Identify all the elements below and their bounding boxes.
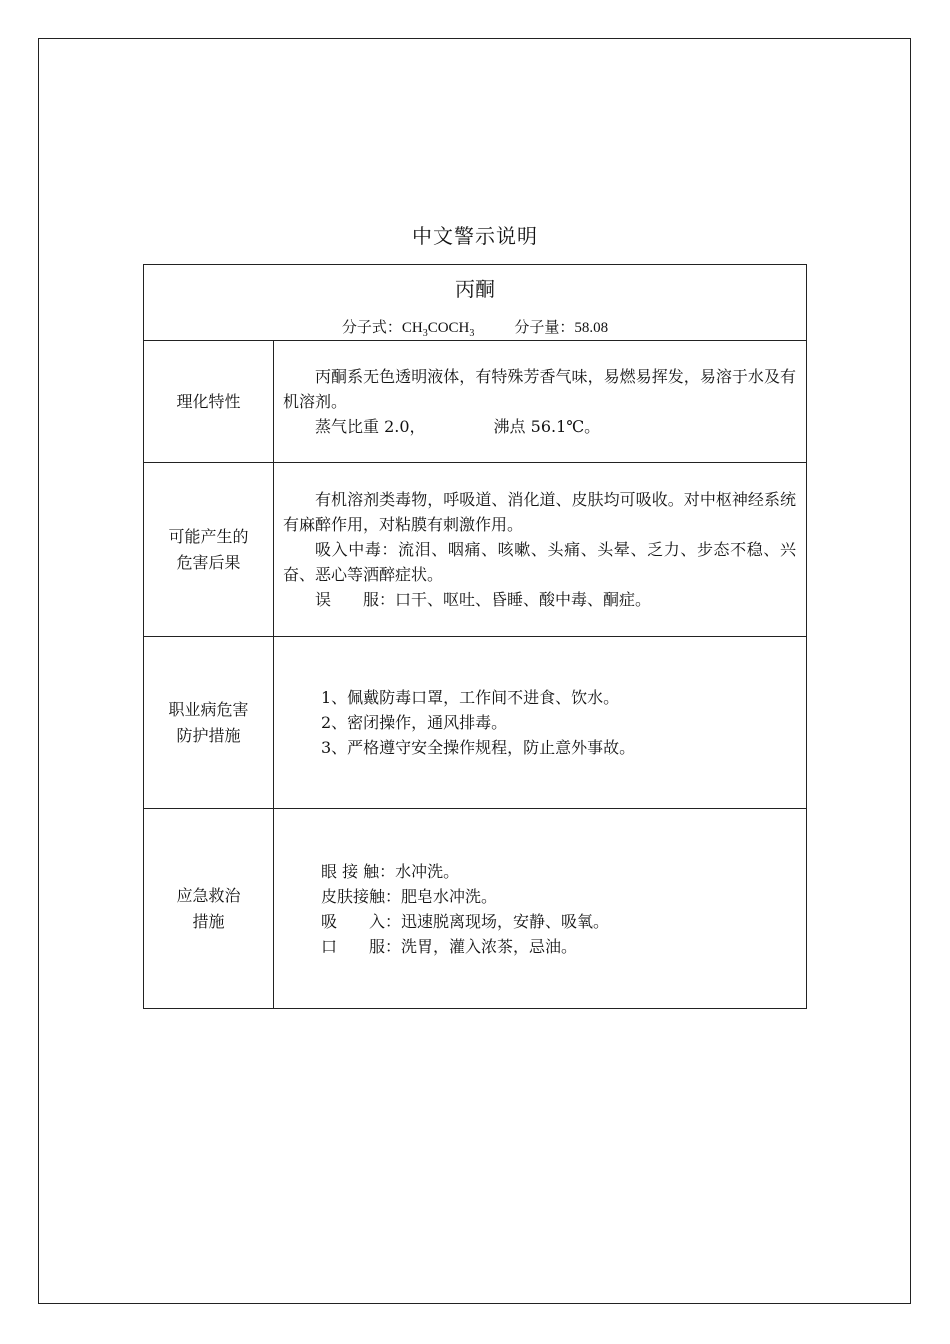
chemical-name: 丙酮	[455, 277, 495, 301]
protection-item: 3、严格遵守安全操作规程，防止意外事故。	[321, 738, 636, 757]
hazard-text: 吸入中毒：流泪、咽痛、咳嗽、头痛、头晕、乏力、步态不稳、兴奋、恶心等洒醉症状。	[283, 540, 796, 584]
section-content	[274, 463, 807, 637]
section-emergency	[144, 809, 807, 1009]
protection-item: 1、佩戴防毒口罩，工作间不进食、饮水。	[321, 688, 620, 707]
hazard-text: 误 服：口干、呕吐、昏睡、酸中毒、酮症。	[315, 590, 652, 609]
molecular-weight-value: 58.08	[574, 320, 609, 336]
formula-subscript: 3	[422, 328, 428, 339]
section-label: 理化特性	[144, 341, 274, 463]
hazard-text: 有机溶剂类毒物，呼吸道、消化道、皮肤均可吸收。对中枢神经系统有麻醉作用，对粘膜有刺激作用。	[283, 490, 796, 534]
formula-part: COCH	[427, 320, 470, 336]
section-content	[274, 809, 807, 1009]
property-text: 蒸气比重 2.0， 沸点 56.1℃。	[315, 417, 601, 436]
emergency-item: 眼 接 触：水冲洗。	[321, 861, 460, 881]
document-title: 中文警示说明	[412, 224, 538, 248]
section-content	[274, 341, 807, 463]
emergency-item: 吸 入：迅速脱离现场，安静、吸氧。	[321, 911, 610, 931]
section-protection	[144, 637, 807, 809]
section-label: 可能产生的 危害后果	[144, 463, 274, 637]
section-content	[274, 637, 807, 809]
section-hazards	[144, 463, 807, 637]
molecular-weight-label: 分子量：	[514, 320, 575, 336]
protection-item: 2、密闭操作，通风排毒。	[321, 713, 508, 732]
section-properties	[144, 341, 807, 463]
formula-part: CH	[401, 320, 423, 336]
formula-subscript: 3	[469, 328, 475, 339]
emergency-item: 皮肤接触：肥皂水冲洗。	[321, 886, 498, 906]
emergency-item: 口 服：洗胃，灌入浓茶，忌油。	[321, 936, 578, 956]
property-text: 丙酮系无色透明液体，有特殊芳香气味，易燃易挥发，易溶于水及有机溶剂。	[283, 367, 796, 411]
section-label: 应急救治 措施	[144, 809, 274, 1009]
formula-label: 分子式：	[341, 320, 402, 336]
warning-table	[143, 264, 807, 1009]
chemical-header	[144, 265, 807, 341]
chemical-formula-line	[144, 316, 806, 339]
section-label: 职业病危害 防护措施	[144, 637, 274, 809]
